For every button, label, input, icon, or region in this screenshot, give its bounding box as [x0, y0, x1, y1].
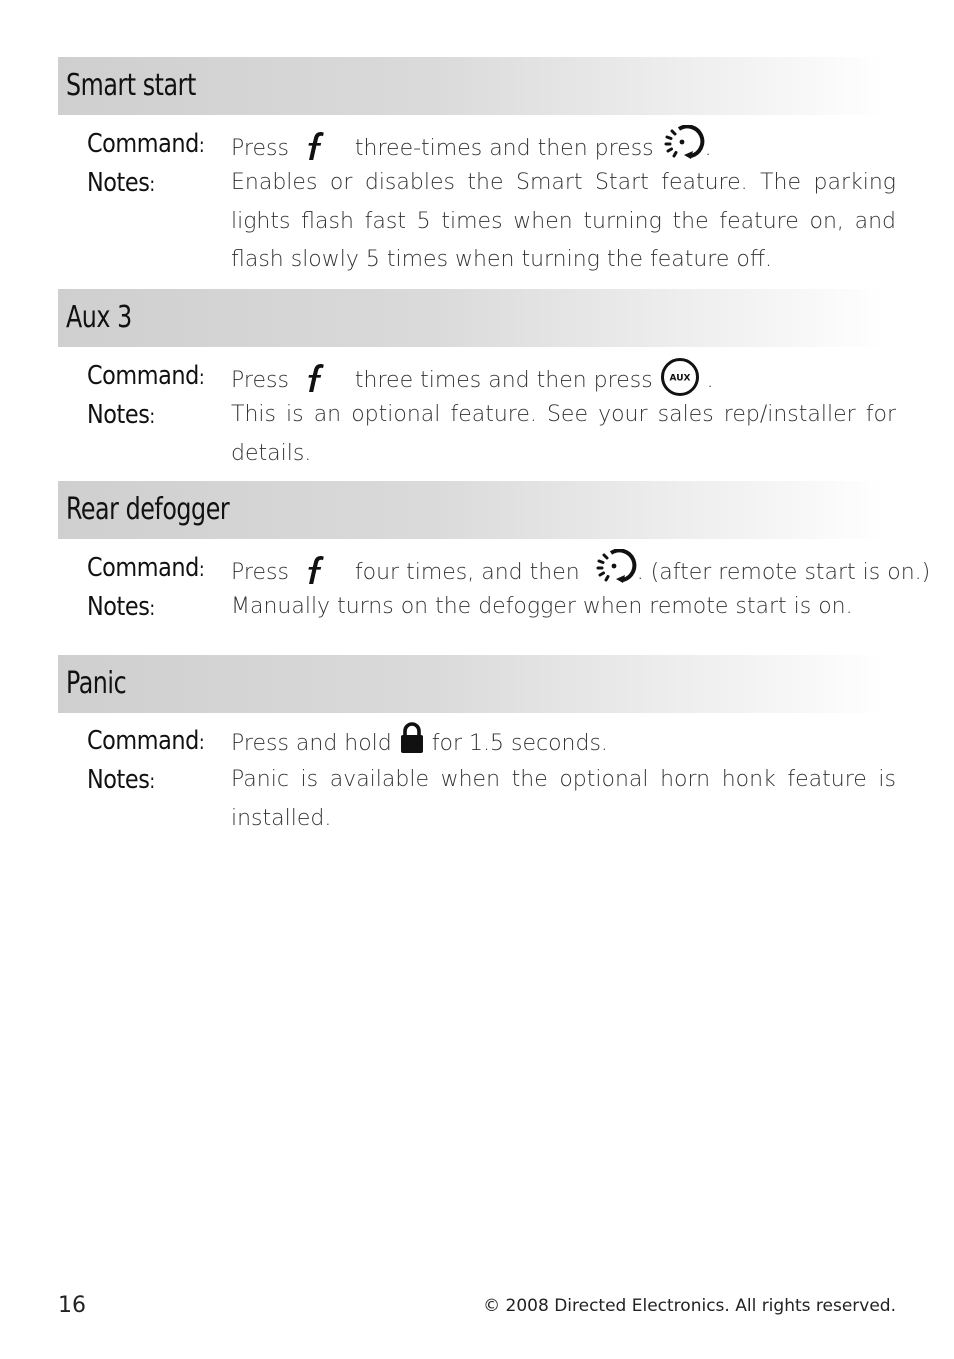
function-f-icon	[299, 129, 333, 163]
notes-label: Notes:	[87, 765, 155, 795]
section-title: Aux 3	[66, 300, 132, 335]
aux-button-icon	[660, 357, 700, 397]
section-header-aux-3	[58, 289, 886, 347]
command-text: Press four times, and then . (after remote start is on.)	[231, 549, 896, 593]
lock-icon	[399, 722, 425, 754]
section-header-rear-defogger	[58, 481, 886, 539]
section-title: Rear defogger	[66, 492, 230, 527]
notes-text: This is an optional feature. See your sales rep/installer for details.	[231, 402, 896, 466]
copyright-text: © 2008 Directed Electronics. All rights reserved.	[483, 1296, 896, 1316]
section-title: Smart start	[66, 68, 196, 103]
section-header-smart-start	[58, 57, 886, 115]
command-label: Command:	[87, 361, 205, 391]
function-f-icon	[299, 361, 333, 395]
notes-text: Manually turns on the defogger when remote start is on.	[231, 594, 853, 619]
section-title: Panic	[66, 666, 127, 701]
notes-text: Enables or disables the Smart Start feature. The parking lights flash fast 5 times when turning the feature on, and flash slowly 5 times when turning the feature off.	[231, 170, 896, 272]
svg-text:AUX: AUX	[669, 373, 691, 384]
command-text: Press three-times and then press .	[231, 125, 896, 169]
notes-label: Notes:	[87, 592, 155, 622]
page-number: 16	[58, 1293, 86, 1318]
command-label: Command:	[87, 129, 205, 159]
command-text: Press three times and then press AUX .	[231, 357, 896, 401]
remote-start-icon	[661, 125, 705, 163]
command-text: Press and hold for 1.5 seconds.	[231, 722, 896, 764]
command-label: Command:	[87, 726, 205, 756]
notes-label: Notes:	[87, 168, 155, 198]
command-label: Command:	[87, 553, 205, 583]
remote-start-icon	[593, 549, 637, 587]
notes-text: Panic is available when the optional horn honk feature is installed.	[231, 767, 896, 831]
notes-label: Notes:	[87, 400, 155, 430]
function-f-icon	[299, 553, 333, 587]
section-header-panic	[58, 655, 886, 713]
